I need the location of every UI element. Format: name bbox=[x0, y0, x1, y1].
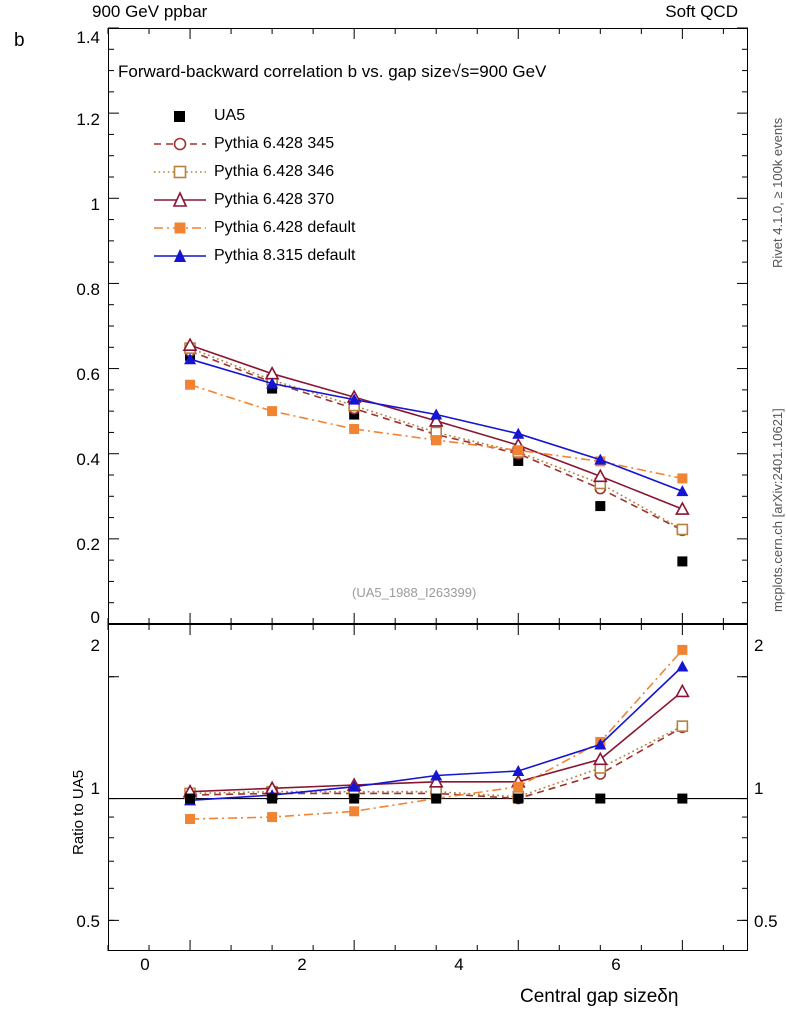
ratio-ytick-right-0p5: 0.5 bbox=[754, 912, 778, 931]
legend-key-pythia6-346 bbox=[152, 160, 208, 184]
main-ytick-4: 0.6 bbox=[76, 365, 100, 384]
legend-key-pythia6-345 bbox=[152, 132, 208, 156]
legend-label-pythia6-346: Pythia 6.428 346 bbox=[214, 163, 335, 180]
legend-item-pythia8-default bbox=[152, 242, 412, 270]
legend bbox=[152, 102, 412, 270]
legend-item-pythia6-346 bbox=[152, 158, 412, 186]
legend-label-ua5: UA5 bbox=[214, 107, 246, 124]
legend-key-pythia6-default bbox=[152, 216, 208, 240]
main-ytick-7: 0 bbox=[90, 608, 100, 627]
legend-key-ua5 bbox=[152, 104, 208, 128]
legend-label-pythia8-default: Pythia 8.315 default bbox=[214, 247, 356, 264]
main-ytick-0: 1.4 bbox=[76, 28, 100, 47]
main-ytick-5: 0.4 bbox=[76, 450, 100, 469]
legend-item-ua5 bbox=[152, 102, 412, 130]
ratio-plot-panel bbox=[108, 624, 748, 951]
x-axis-title: Central gap sizeδη bbox=[520, 986, 679, 1007]
legend-key-pythia8-default bbox=[152, 244, 208, 268]
ratio-ytick-right-2: 2 bbox=[754, 636, 764, 655]
header-right-label: Soft QCD bbox=[665, 2, 738, 21]
main-ytick-2: 1 bbox=[90, 195, 100, 214]
legend-label-pythia6-345: Pythia 6.428 345 bbox=[214, 135, 335, 152]
legend-item-pythia6-default bbox=[152, 214, 412, 242]
ratio-ytick-left-2: 2 bbox=[90, 636, 100, 655]
legend-key-pythia6-370 bbox=[152, 188, 208, 212]
x-tick-6: 6 bbox=[611, 955, 621, 974]
ratio-ytick-left-0p5: 0.5 bbox=[76, 912, 100, 931]
main-ytick-1: 1.2 bbox=[76, 110, 100, 129]
x-tick-4: 4 bbox=[454, 955, 464, 974]
x-tick-2: 2 bbox=[297, 955, 307, 974]
main-ytick-3: 0.8 bbox=[76, 280, 100, 299]
x-tick-0: 0 bbox=[140, 955, 150, 974]
legend-label-pythia6-default: Pythia 6.428 default bbox=[214, 219, 356, 236]
legend-item-pythia6-370 bbox=[152, 186, 412, 214]
rivet-version-label: Rivet 4.1.0, ≥ 100k events bbox=[770, 117, 785, 268]
legend-label-pythia6-370: Pythia 6.428 370 bbox=[214, 191, 335, 208]
source-arxiv-label: mcplots.cern.ch [arXiv:2401.10621] bbox=[770, 408, 785, 612]
ratio-ytick-left-1: 1 bbox=[90, 779, 100, 798]
main-ytick-6: 0.2 bbox=[76, 535, 100, 554]
header-left-label: 900 GeV ppbar bbox=[92, 2, 208, 21]
ratio-ytick-right-1: 1 bbox=[754, 779, 764, 798]
legend-item-pythia6-345 bbox=[152, 130, 412, 158]
analysis-id-watermark: (UA5_1988_I263399) bbox=[352, 585, 477, 600]
main-y-axis-label: b bbox=[14, 30, 25, 51]
ratio-y-axis-label: Ratio to UA5 bbox=[70, 769, 87, 855]
plot-title: Forward-backward correlation b vs. gap size√s=900 GeV bbox=[118, 62, 547, 81]
